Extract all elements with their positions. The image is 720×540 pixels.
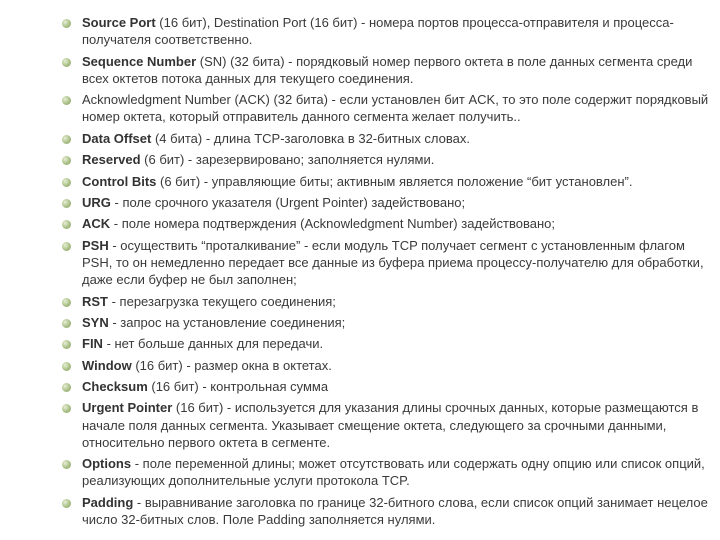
list-item [62, 151, 712, 168]
bullet-dot-icon [62, 340, 71, 349]
item-text: - выравнивание заголовка по границе 32-битного слова, если список опций занимает нецелое число 32-битных слов. Поле Padding заполняется нулями. [82, 494, 708, 528]
bullet-list [62, 14, 712, 528]
bullet-dot-icon [62, 404, 71, 413]
item-text: - поле срочного указателя (Urgent Pointer) задействовано; [110, 194, 466, 210]
bullet-dot-icon [62, 178, 71, 187]
item-text: - перезагрузка текущего соединения; [108, 293, 336, 309]
list-item [62, 357, 712, 374]
bullet-dot-icon [62, 96, 71, 105]
bullet-dot-icon [62, 199, 71, 208]
item-term: Control Bits [82, 173, 157, 189]
item-text: (SN) (32 бита) - порядковый номер первого октета в поле данных сегмента среди всех октетов потока данных для текущего соединения. [82, 53, 693, 86]
list-item [62, 494, 712, 528]
item-term: Sequence Number [82, 53, 197, 69]
list-item [62, 237, 712, 289]
item-text: (16 бит) - размер окна в октетах. [131, 357, 332, 373]
item-text: (16 бит), Destination Port (16 бит) - номера портов процесса-отправителя и процесса-получателя соответственно. [82, 15, 674, 48]
item-term: Padding [82, 494, 134, 510]
item-term: Data Offset [82, 130, 152, 146]
bullet-dot-icon [62, 460, 71, 469]
list-item [62, 399, 712, 451]
item-term: ACK [82, 216, 111, 232]
item-term: Window [82, 357, 132, 373]
list-item [62, 335, 712, 352]
item-term: Options [82, 456, 132, 472]
list-item [62, 194, 712, 211]
list-item [62, 314, 712, 331]
bullet-dot-icon [62, 242, 71, 251]
item-text: Acknowledgment Number (ACK) (32 бита) - если установлен бит ACK, то это поле содержит порядковый номер октета, который отправитель данного сегмента желает получить.. [82, 92, 709, 125]
list-item [62, 293, 712, 310]
item-text: (6 бит) - зарезервировано; заполняется нулями. [140, 152, 435, 168]
item-term: Checksum [82, 379, 148, 395]
list-item [62, 215, 712, 232]
bullet-dot-icon [62, 362, 71, 371]
bullet-dot-icon [62, 220, 71, 229]
bullet-dot-icon [62, 156, 71, 165]
list-item [62, 455, 712, 489]
item-term: SYN [82, 314, 109, 330]
list-item [62, 14, 712, 48]
item-term: Reserved [82, 152, 141, 168]
item-term: RST [82, 293, 108, 309]
item-text: - запрос на установление соединения; [108, 314, 346, 330]
bullet-dot-icon [62, 135, 71, 144]
list-item [62, 130, 712, 147]
item-term: PSH [82, 237, 109, 253]
bullet-dot-icon [62, 58, 71, 67]
bullet-dot-icon [62, 383, 71, 392]
item-text: - осуществить “проталкивание” - если модуль TCP получает сегмент с установленным флагом PSH, то он немедленно передает все данные из буфера приема процессу-получателю для обработки, даже если буфер не был заполнен; [82, 237, 704, 288]
item-text: (4 бита) - длина TCP-заголовка в 32-битных словах. [151, 130, 470, 146]
list-item [62, 91, 712, 125]
item-term: Urgent Pointer [82, 400, 173, 416]
item-text: (16 бит) - контрольная сумма [147, 379, 329, 395]
item-text: - поле номера подтверждения (Acknowledgment Number) задействовано; [110, 216, 555, 232]
item-term: URG [82, 194, 111, 210]
item-text: - нет больше данных для передачи. [102, 336, 324, 352]
item-term: FIN [82, 336, 103, 352]
bullet-dot-icon [62, 298, 71, 307]
item-text: - поле переменной длины; может отсутствовать или содержать одну опцию или список опций, реализующих дополнительные услуги протокола TCP. [82, 456, 705, 489]
item-text: (6 бит) - управляющие биты; активным является положение “бит установлен”. [156, 173, 633, 189]
list-item [62, 173, 712, 190]
list-item [62, 53, 712, 87]
bullet-dot-icon [62, 319, 71, 328]
bullet-dot-icon [62, 499, 71, 508]
item-term: Source Port [82, 15, 156, 30]
item-text: (16 бит) - используется для указания длины срочных данных, которые размещаются в начале поля данных сегмента. Указывает смещение октета, следующего за срочными данными, относительно первого октета в сегменте. [82, 400, 699, 450]
list-item [62, 378, 712, 395]
bullet-dot-icon [62, 19, 71, 28]
